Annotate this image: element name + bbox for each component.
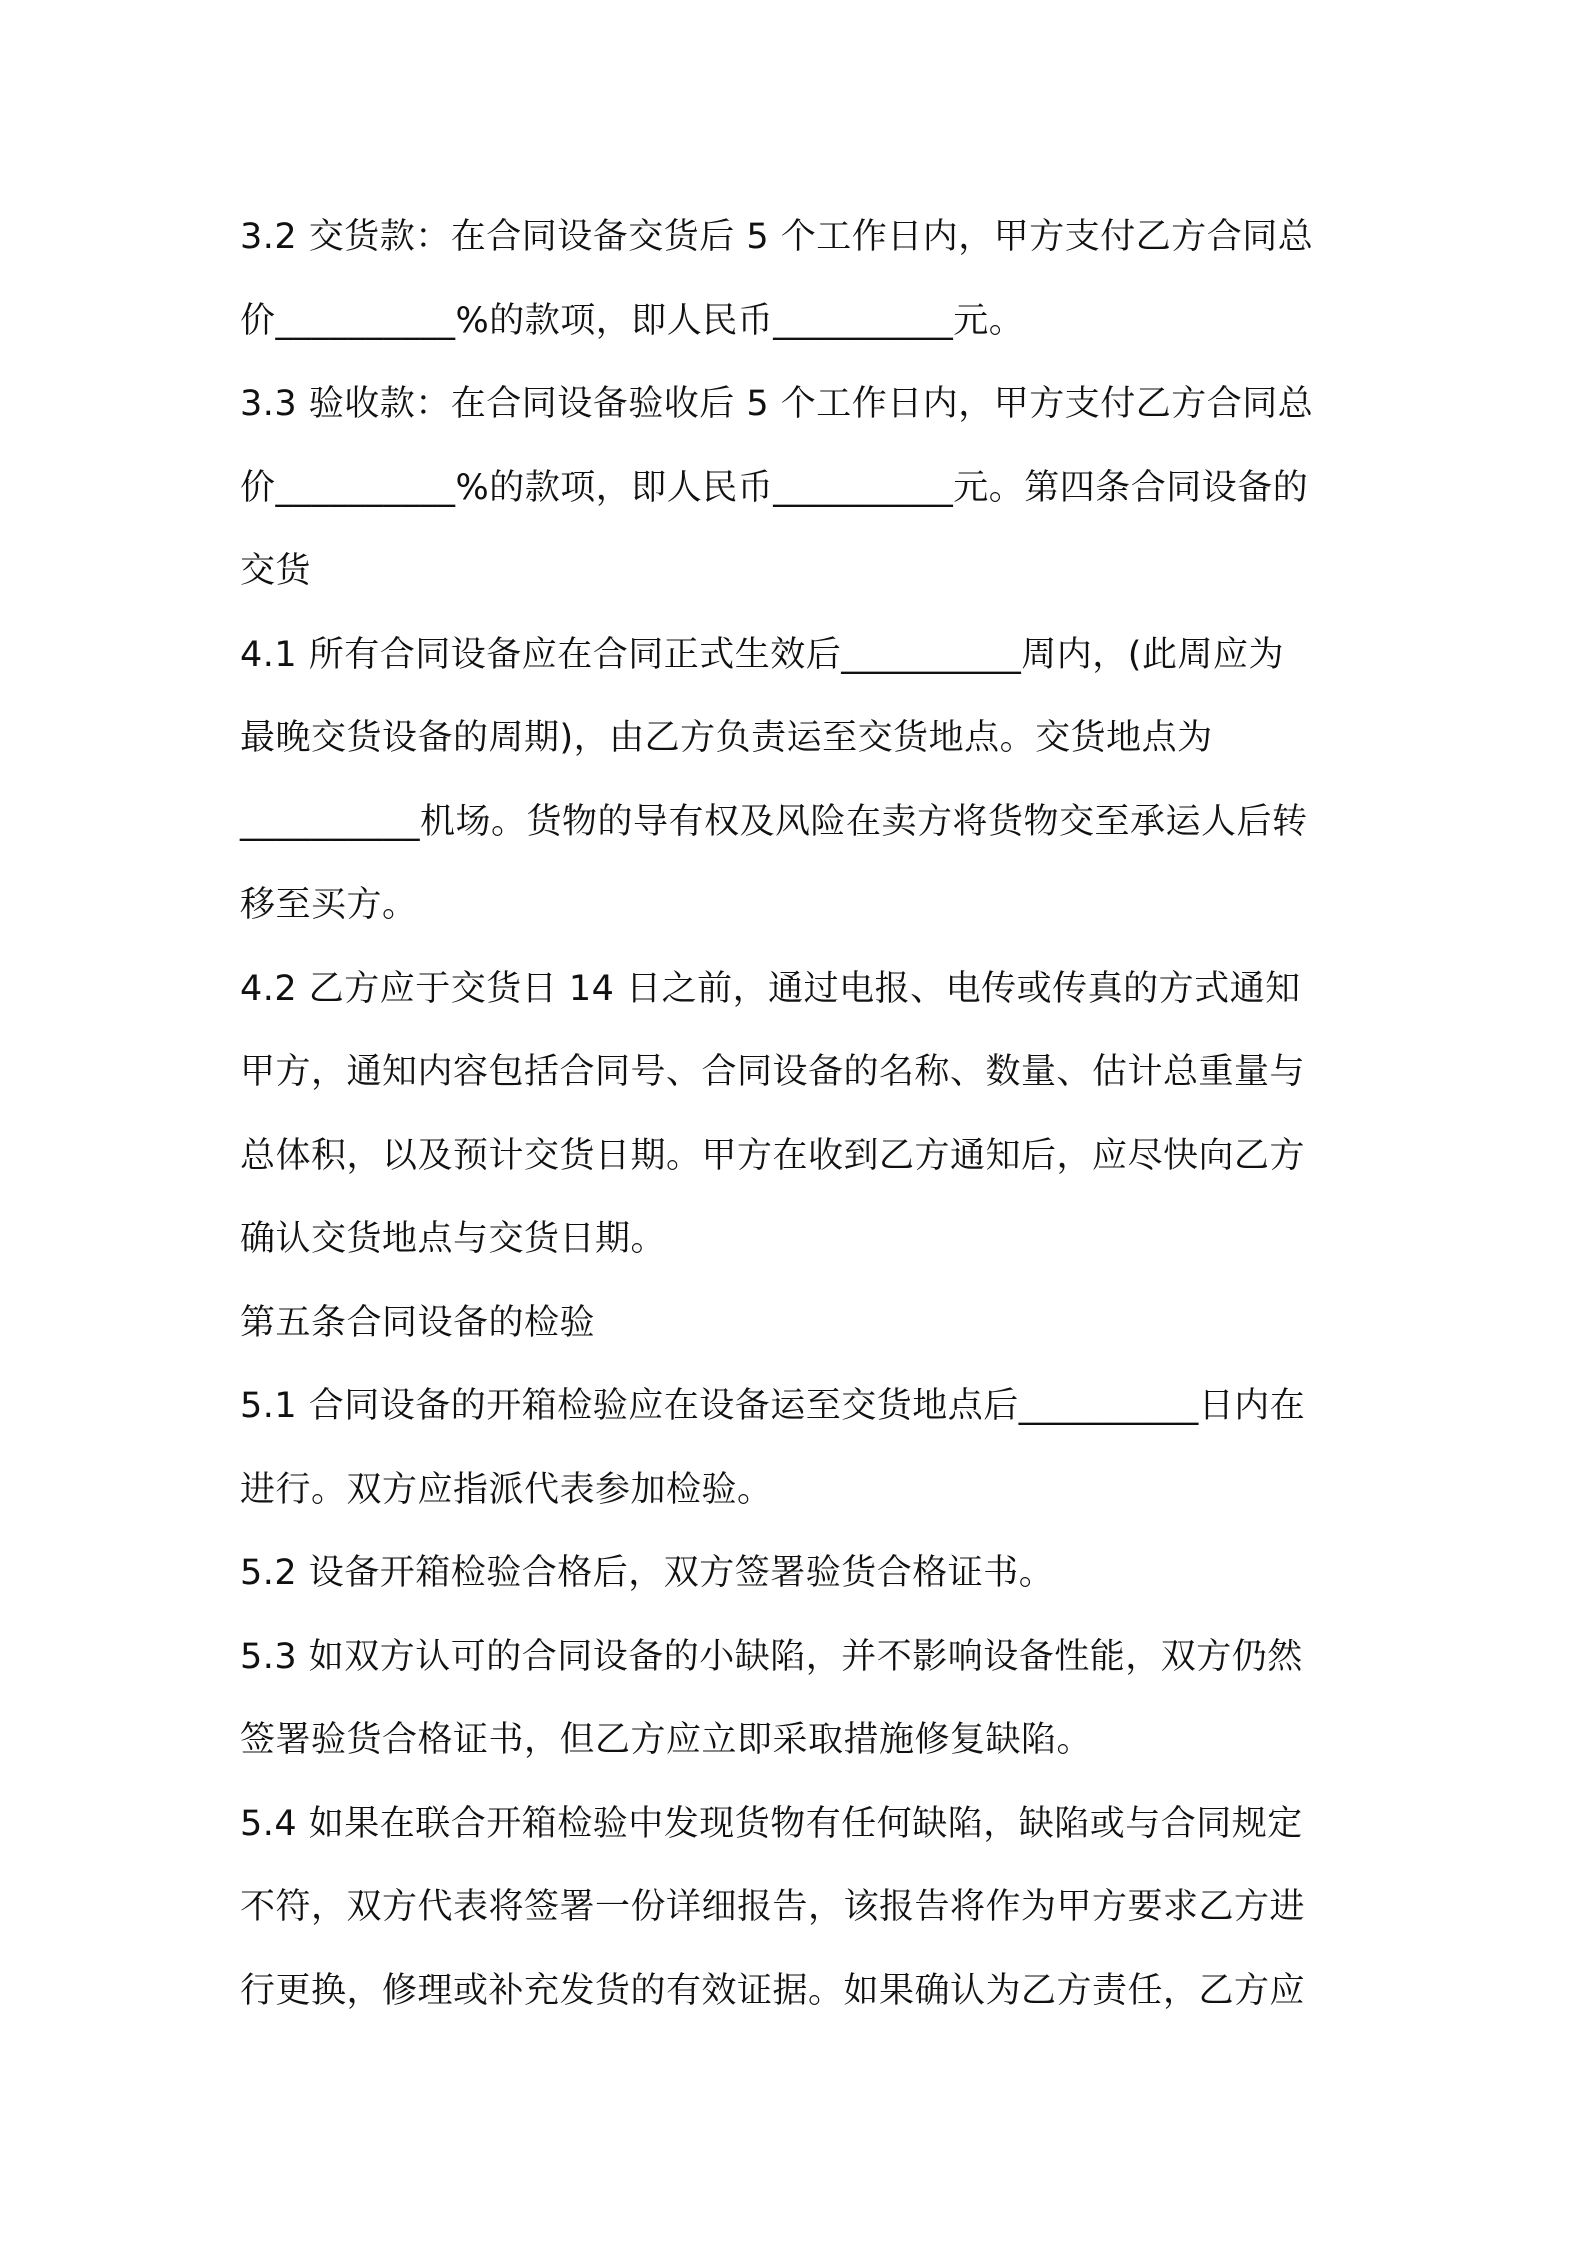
text-line: 5.1 合同设备的开箱检验应在设备运至交货地点后__________日内在 xyxy=(240,1386,1306,1426)
text-line: 不符，双方代表将签署一份详细报告，该报告将作为甲方要求乙方进 xyxy=(240,1887,1306,1927)
text-line: 5.3 如双方认可的合同设备的小缺陷，并不影响设备性能，双方仍然 xyxy=(240,1636,1303,1677)
text-line: __________机场。货物的导有权及风险在卖方将货物交至承运人后转 xyxy=(240,801,1308,842)
text-line: 4.1 所有合同设备应在合同正式生效后__________周内，(此周应为 xyxy=(240,634,1284,675)
text-line: 最晚交货设备的周期)，由乙方负责运至交货地点。交货地点为 xyxy=(240,718,1213,758)
section-heading: 第五条合同设备的检验 xyxy=(240,1302,596,1343)
text-line: 4.2 乙方应于交货日 14 日之前，通过电报、电传或传真的方式通知 xyxy=(240,968,1301,1009)
text-line: 交货 xyxy=(240,551,312,591)
text-line: 进行。双方应指派代表参加检验。 xyxy=(240,1469,773,1510)
text-line: 3.3 验收款：在合同设备验收后 5 个工作日内，甲方支付乙方合同总 xyxy=(240,384,1314,424)
text-line: 签署验货合格证书，但乙方应立即采取措施修复缺陷。 xyxy=(240,1720,1093,1760)
text-line: 行更换，修理或补充发货的有效证据。如果确认为乙方责任，乙方应 xyxy=(240,1970,1306,2011)
text-line: 价__________%的款项，即人民币__________元。第四条合同设备的 xyxy=(240,467,1309,508)
document-body xyxy=(240,196,1360,2033)
text-line: 总体积，以及预计交货日期。甲方在收到乙方通知后，应尽快向乙方 xyxy=(240,1135,1306,1176)
text-line: 5.4 如果在联合开箱检验中发现货物有任何缺陷，缺陷或与合同规定 xyxy=(240,1803,1303,1844)
text-line: 5.2 设备开箱检验合格后，双方签署验货合格证书。 xyxy=(240,1553,1055,1593)
text-line: 移至买方。 xyxy=(240,885,418,925)
text-line: 3.2 交货款：在合同设备交货后 5 个工作日内，甲方支付乙方合同总 xyxy=(240,217,1314,257)
text-line: 确认交货地点与交货日期。 xyxy=(240,1219,667,1259)
text-line: 甲方，通知内容包括合同号、合同设备的名称、数量、估计总重量与 xyxy=(240,1052,1306,1092)
text-line: 价__________%的款项，即人民币__________元。 xyxy=(240,300,1025,341)
